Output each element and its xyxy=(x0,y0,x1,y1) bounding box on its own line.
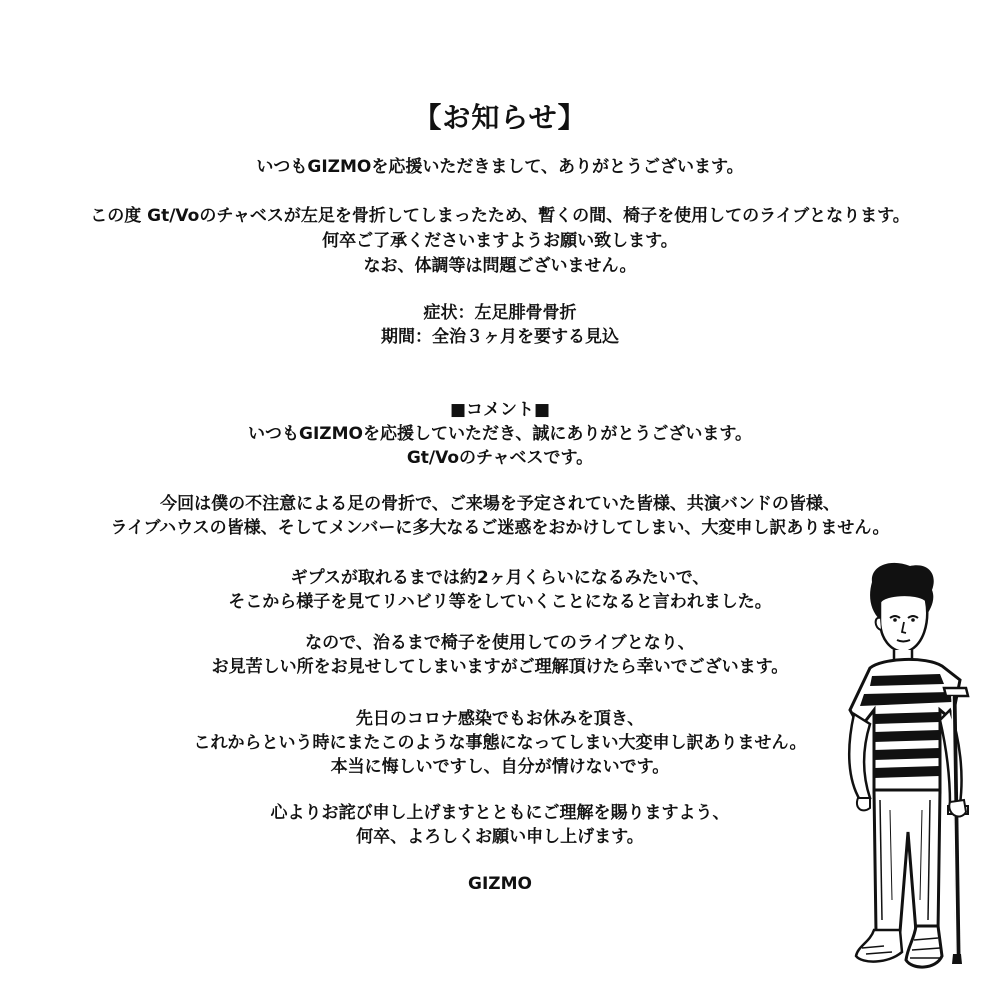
comment-line: 何卒、よろしくお願い申し上げます。 xyxy=(356,827,644,847)
boy-on-crutch-illustration xyxy=(840,560,990,990)
comment-line: ギプスが取れるまでは約2ヶ月くらいになるみたいで、 xyxy=(290,568,710,588)
comment-line: ライブハウスの皆様、そしてメンバーに多大なるご迷惑をおかけしてしまい、大変申し訳ありません。 xyxy=(110,518,890,538)
intro-line: この度 Gt/Voのチャベスが左足を骨折してしまったため、暫くの間、椅子を使用してのライブとなります。 xyxy=(90,206,910,226)
comment-line: いつもGIZMOを応援していただき、誠にありがとうございます。 xyxy=(248,424,752,444)
comment-line: これからという時にまたこのような事態になってしまい大変申し訳ありません。 xyxy=(193,733,807,753)
comment-line: そこから様子を見てリハビリ等をしていくことになると言われました。 xyxy=(228,592,772,612)
comment-line: なので、治るまで椅子を使用してのライブとなり、 xyxy=(305,633,695,653)
intro-greeting: いつもGIZMOを応援いただきまして、ありがとうございます。 xyxy=(256,157,744,177)
notice-title: 【お知らせ】 xyxy=(413,101,587,134)
comment-line: Gt/Voのチャベスです。 xyxy=(406,448,594,468)
comment-line: 先日のコロナ感染でもお休みを頂き、 xyxy=(355,709,645,729)
comment-line: お見苦しい所をお見せしてしまいますがご理解頂けたら幸いでございます。 xyxy=(211,657,789,677)
comment-heading: ■コメント■ xyxy=(449,400,551,420)
comment-line: 本当に悔しいですし、自分が情けないです。 xyxy=(330,757,670,777)
intro-line: 何卒ご了承くださいますようお願い致します。 xyxy=(322,231,678,251)
period-text: 期間：全治３ヶ月を要する見込 xyxy=(381,327,619,347)
symptom-text: 症状：左足腓骨骨折 xyxy=(423,303,577,323)
intro-line: なお、体調等は問題ございません。 xyxy=(363,256,637,276)
signature: GIZMO xyxy=(468,874,532,894)
comment-line: 今回は僕の不注意による足の骨折で、ご来場を予定されていた皆様、共演バンドの皆様、 xyxy=(160,494,840,514)
comment-line: 心よりお詫び申し上げますとともにご理解を賜りますよう、 xyxy=(270,803,730,823)
